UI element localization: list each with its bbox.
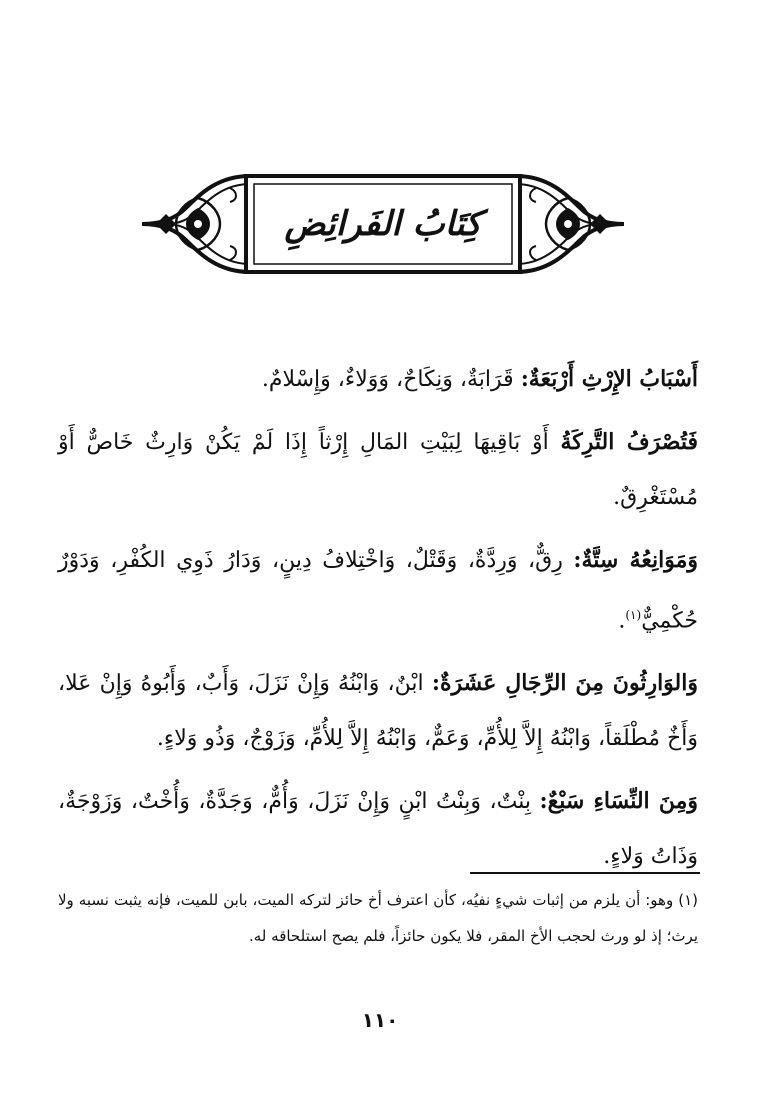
paragraph-5-lead: وَمِنَ النِّسَاءِ سَبْعٌ: <box>539 788 698 815</box>
paragraph-4-lead: وَالوَارِثُونَ مِنَ الرِّجَالِ عَشَرَةٌ: <box>431 670 698 697</box>
paragraph-1 <box>58 352 698 407</box>
paragraph-4 <box>58 656 698 766</box>
chapter-title: كِتَابُ الفَرائِضِ <box>284 204 482 244</box>
paragraph-3-lead: وَمَوَانِعُهُ سِتَّةٌ: <box>573 547 698 573</box>
paragraph-2-text: أَوْ بَاقِيهَا لِبَيْتِ المَالِ إِرْثاً إِذَا لَمْ يَكُنْ وَارِثٌ خَاصٌّ أَوْ مُسْتَغْرِقٌ. <box>58 430 698 510</box>
page-number: ١١٠ <box>361 1008 399 1032</box>
paragraph-2-lead: فَتُصْرَفُ التَّرِكَةُ <box>560 429 698 455</box>
paragraph-5-text: بِنْتٌ، وَبِنْتُ ابْنٍ وَإِنْ نَزَلَ، وَأُمٌّ، وَجَدَّةٌ، وَأُخْتٌ، وَزَوْجَةٌ، وَذَاتُ وَلاءٍ. <box>58 789 698 870</box>
paragraph-3-end: . <box>618 608 626 634</box>
paragraph-1-text: قَرَابَةٌ، وَنِكَاحٌ، وَوَلاءٌ، وَإِسْلامٌ. <box>261 367 521 392</box>
paragraph-5 <box>58 774 698 884</box>
paragraph-4-text: ابْنٌ، وَابْنُهُ وَإِنْ نَزَلَ، وَأَبٌ، وَأَبُوهُ وَإِنْ عَلا، وَأَخٌ مُطْلَقاً، وَابْنُهُ إِلاَّ لِلأُمِّ، وَعَمٌّ، وَابْنُهُ إِلاَّ لِلأُمِّ، وَزَوْجٌ، وَذُو وَلاءٍ. <box>58 671 698 752</box>
footnote-divider <box>470 872 700 874</box>
paragraph-1-lead: أَسْبَابُ الإِرْثِ أَرْبَعَةٌ: <box>520 366 698 392</box>
paragraph-3 <box>58 533 698 648</box>
footnote: (١) وهو: أن يلزم من إثبات شيءٍ نفيُه، كأن اعترف أخ حائز لتركه الميت، بابن للميت، فإنه يثبت نسبه ولا يرث؛ إذ لو ورث لحجب الأخ المقر، فلا يكون حائزاً، فلم يصح استلحاقه له. <box>58 891 698 945</box>
title-banner <box>138 166 628 282</box>
main-text <box>58 352 698 892</box>
paragraph-3-text: رِقٌّ، وَرِدَّةٌ، وَقَتْلٌ، وَاخْتِلافُ دِينٍ، وَدَارُ ذَوِي الكُفْرِ، وَدَوْرٌ حُكْمِيٌّ <box>58 548 698 634</box>
footnote-reference[interactable]: (١) <box>625 608 642 622</box>
paragraph-2 <box>58 415 698 525</box>
